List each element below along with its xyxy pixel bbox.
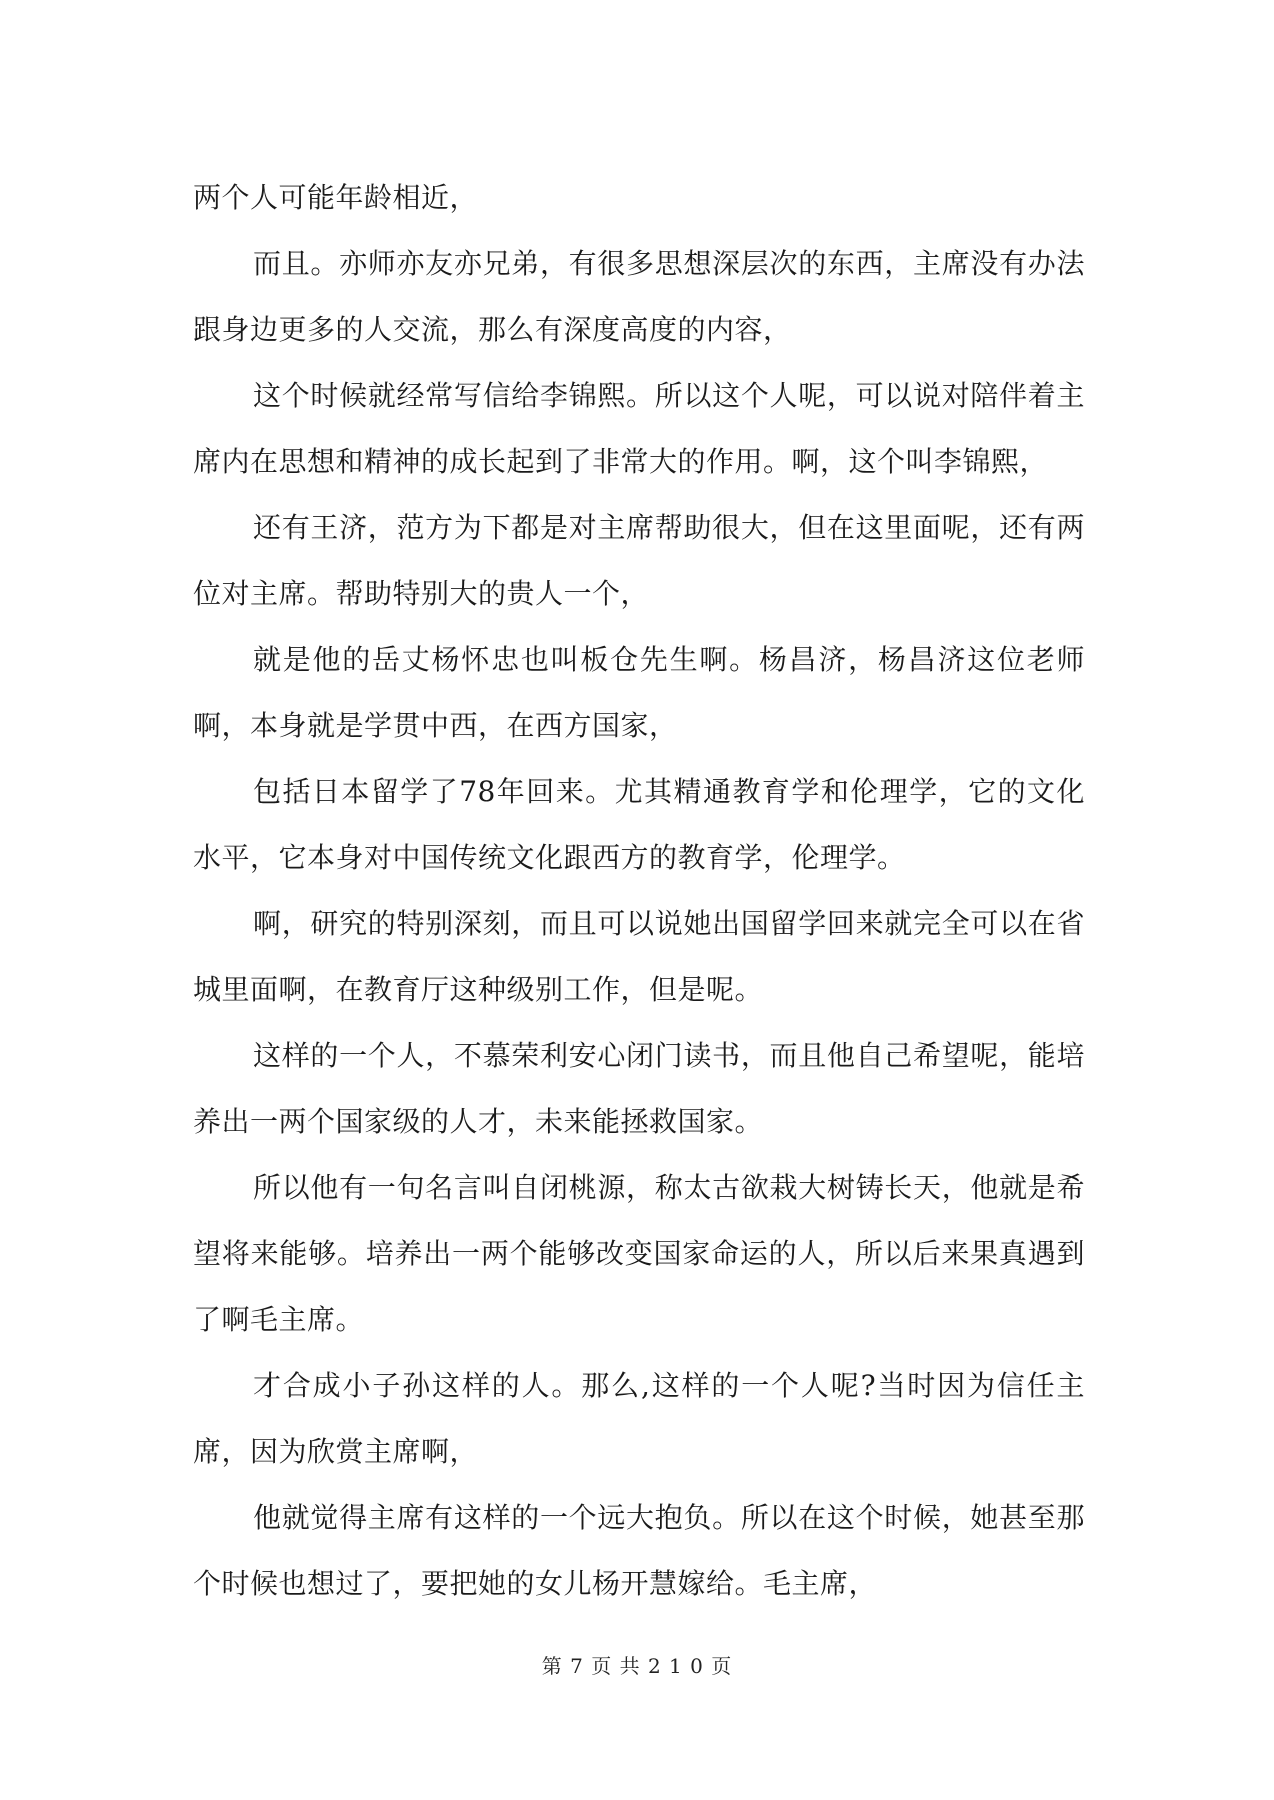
paragraph: 这个时候就经常写信给李锦熙。所以这个人呢，可以说对陪伴着主席内在思想和精神的成长起到了非常大的作用。啊，这个叫李锦熙， xyxy=(193,379,1085,478)
paragraph: 才合成小子孙这样的人。那么,这样的一个人呢?当时因为信任主席，因为欣赏主席啊， xyxy=(193,1369,1085,1468)
page-number: 第 7 页 共 2 1 0 页 xyxy=(541,1654,733,1678)
paragraph: 而且。亦师亦友亦兄弟，有很多思想深层次的东西，主席没有办法跟身边更多的人交流，那么有深度高度的内容， xyxy=(193,247,1085,346)
paragraph: 两个人可能年龄相近， xyxy=(193,181,479,214)
paragraph: 就是他的岳丈杨怀忠也叫板仓先生啊。杨昌济，杨昌济这位老师啊，本身就是学贯中西，在西方国家， xyxy=(193,643,1085,742)
paragraph: 啊，研究的特别深刻，而且可以说她出国留学回来就完全可以在省城里面啊，在教育厅这种级别工作，但是呢。 xyxy=(193,907,1085,1006)
paragraph: 还有王济，范方为下都是对主席帮助很大，但在这里面呢，还有两位对主席。帮助特别大的贵人一个， xyxy=(193,511,1085,610)
paragraph: 包括日本留学了78年回来。尤其精通教育学和伦理学，它的文化水平，它本身对中国传统文化跟西方的教育学，伦理学。 xyxy=(193,775,1085,874)
paragraph: 所以他有一句名言叫自闭桃源，称太古欲栽大树铸长天，他就是希望将来能够。培养出一两个能够改变国家命运的人，所以后来果真遇到了啊毛主席。 xyxy=(193,1171,1085,1336)
document-body xyxy=(193,165,1085,1617)
paragraph: 他就觉得主席有这样的一个远大抱负。所以在这个时候，她甚至那个时候也想过了，要把她的女儿杨开慧嫁给。毛主席， xyxy=(193,1501,1085,1600)
paragraph: 这样的一个人，不慕荣利安心闭门读书，而且他自己希望呢，能培养出一两个国家级的人才，未来能拯救国家。 xyxy=(193,1039,1085,1138)
